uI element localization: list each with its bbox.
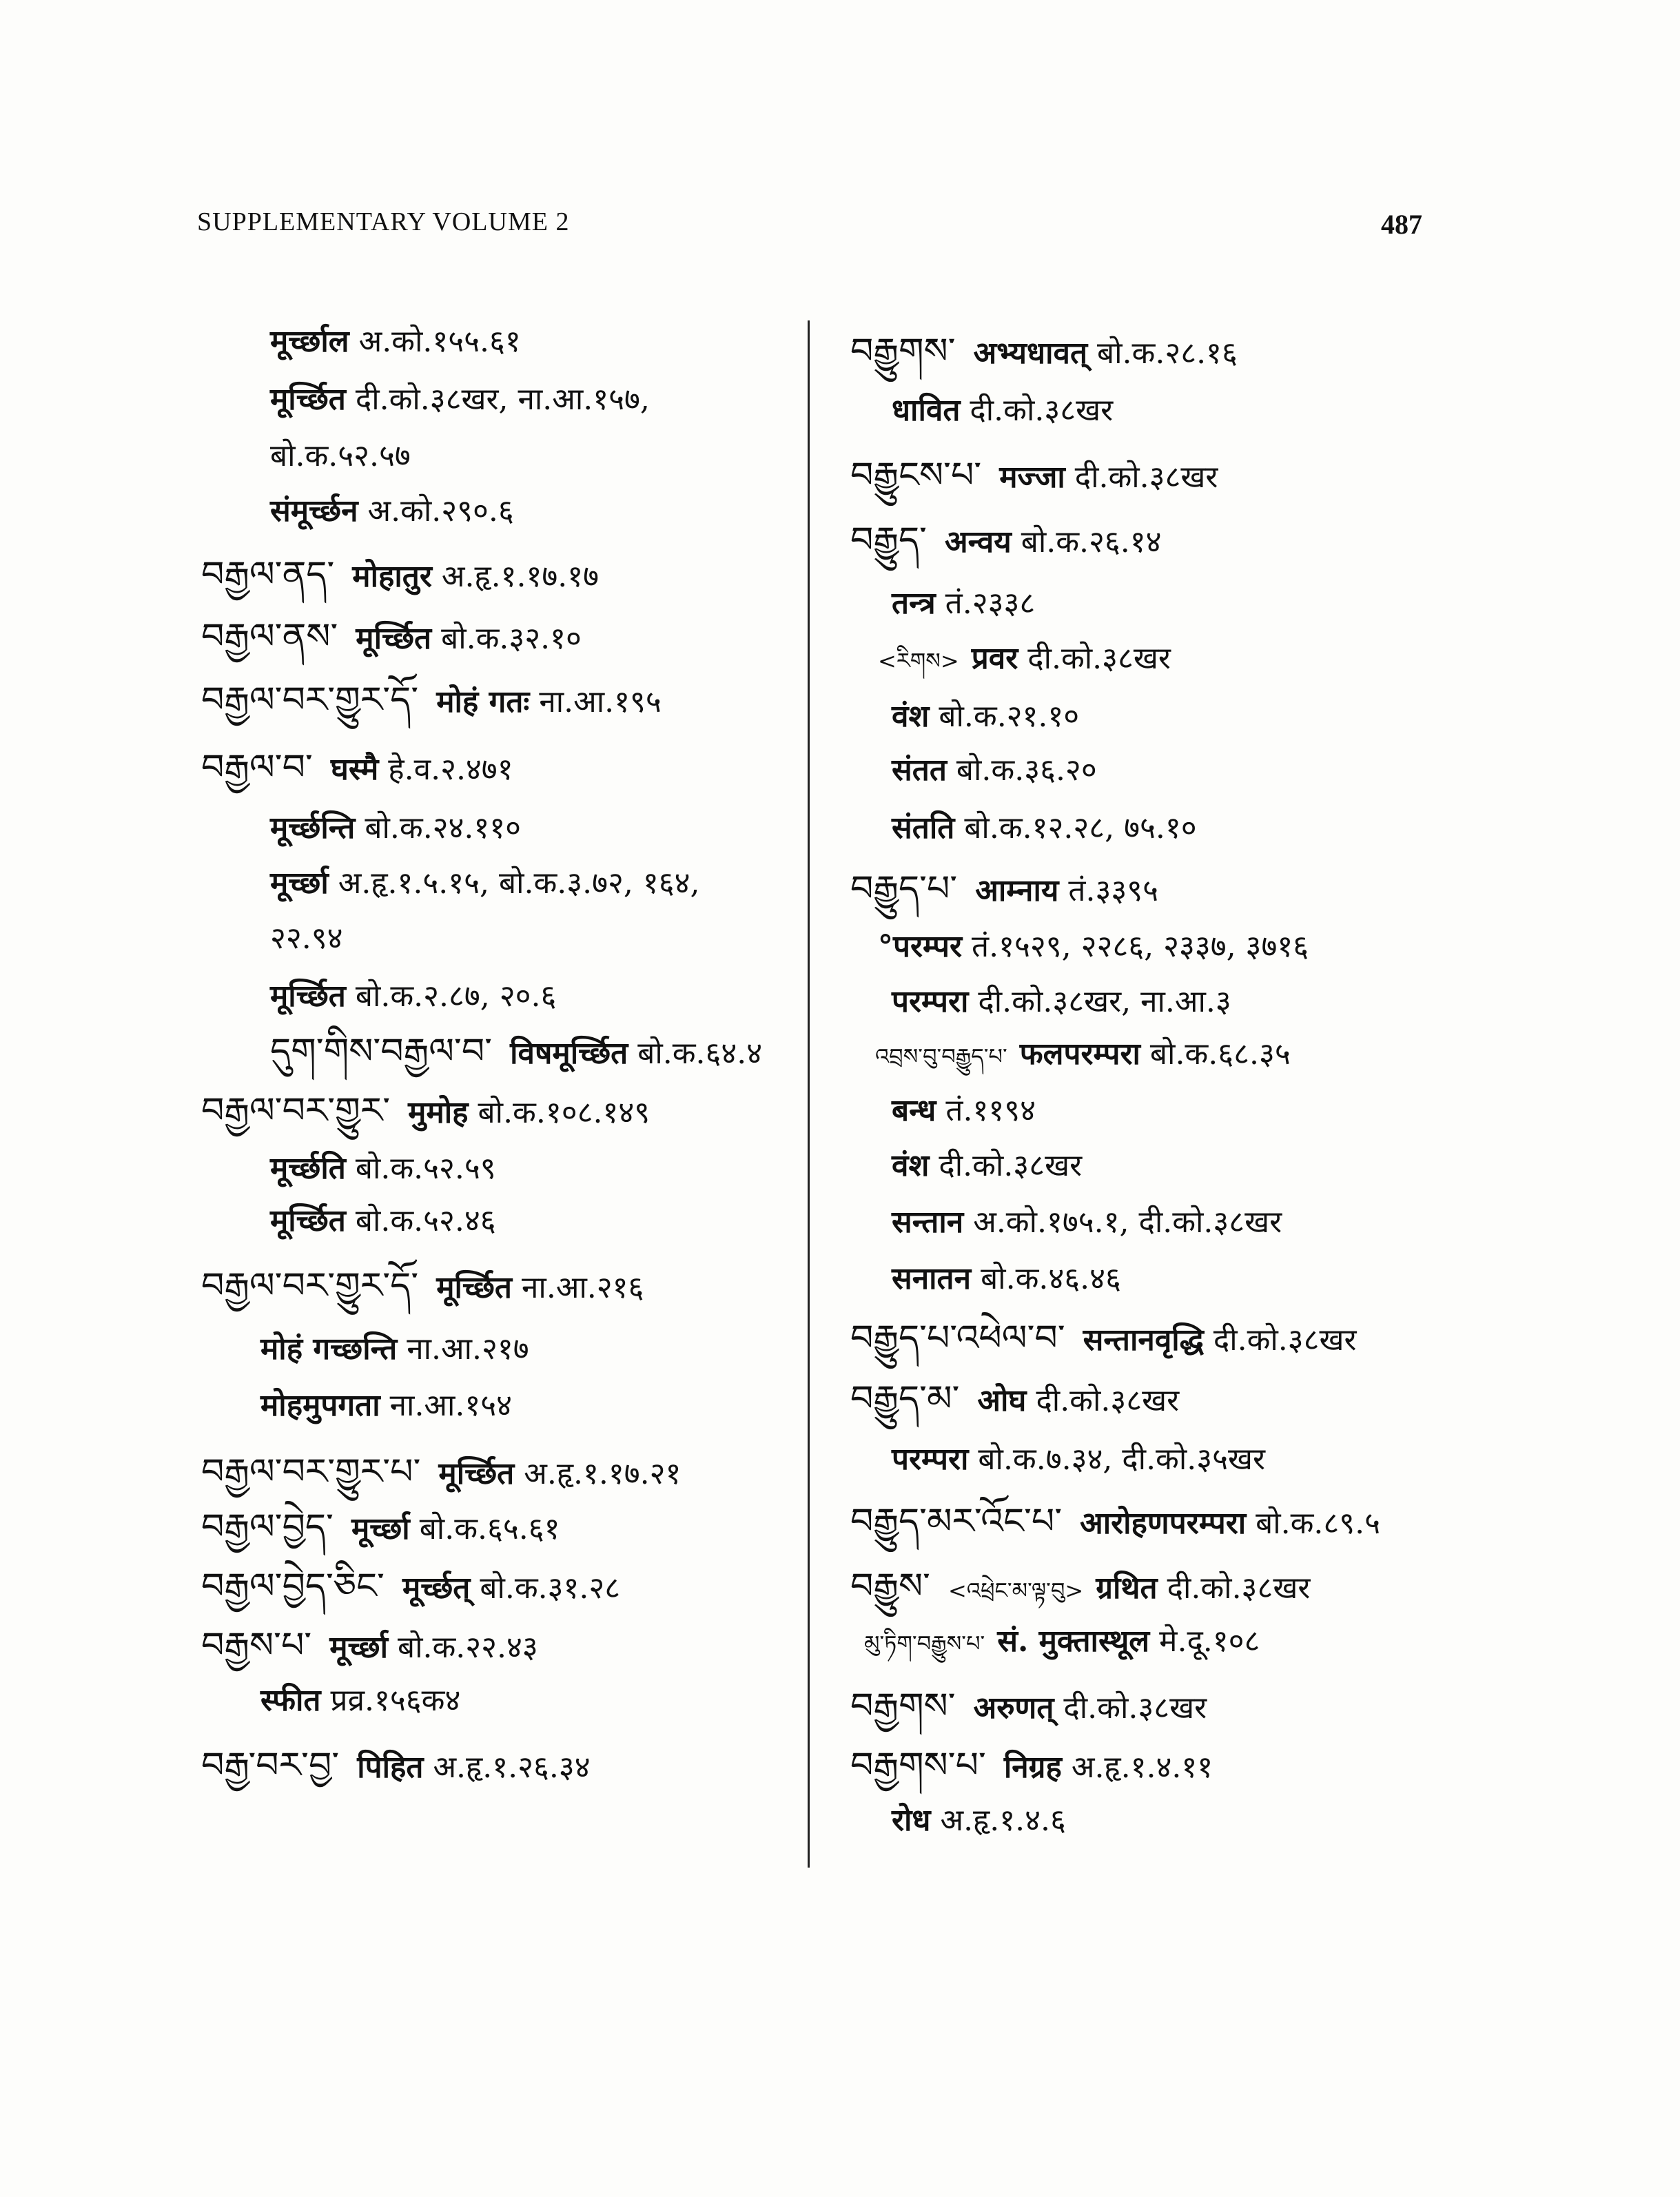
source-reference: मे.दू.१०८ (1159, 1624, 1260, 1659)
source-reference: दी.को.३८खर (939, 1148, 1083, 1183)
tibetan-headword: བརྒྱས་པ་ (201, 1625, 312, 1666)
running-header-title: SUPPLEMENTARY VOLUME 2 (197, 207, 570, 236)
sanskrit-term: अन्वय (944, 524, 1012, 560)
sanskrit-term: सनातन (892, 1261, 972, 1296)
sanskrit-term: परम्परा (892, 984, 969, 1019)
tibetan-headword: བརྒྱལ་ནས་ (201, 616, 338, 657)
sanskrit-term: मोहातुर (352, 559, 432, 594)
tibetan-headword: བརྒྱལ་བ་ (201, 747, 313, 788)
tibetan-headword: བརྒྱགས་ (850, 1686, 956, 1727)
source-reference: दी.को.३८खर (1213, 1322, 1357, 1358)
source-reference: बो.क.३६.२० (956, 753, 1097, 788)
right-entry (892, 1093, 1036, 1128)
sanskrit-term: स्फीत (260, 1683, 321, 1718)
sanskrit-term: फलपरम्परा (1019, 1036, 1140, 1072)
sanskrit-term: सं. मुक्तास्थूल (997, 1624, 1150, 1659)
right-entry (850, 1318, 1357, 1359)
source-reference: अ.को.१७५.१, दी.को.३८खर (973, 1205, 1282, 1240)
sanskrit-term: अभ्यधावत् (973, 336, 1088, 371)
right-entry (850, 1378, 1180, 1420)
right-entry (850, 1745, 1213, 1786)
tibetan-headword: བརྒྱལ་བྱེད་ (201, 1506, 334, 1548)
sanskrit-term: °परम्पर (878, 929, 963, 964)
source-reference: दी.को.३८खर (1063, 1690, 1207, 1726)
source-reference: दी.को.३८खर (1027, 641, 1171, 676)
source-reference: तं.११९४ (945, 1093, 1036, 1128)
sanskrit-term: मूर्च्छित (436, 1270, 513, 1305)
tibetan-headword: བརྒྱུད་པ་ (850, 868, 958, 910)
sanskrit-term: ग्रथित (1096, 1571, 1158, 1606)
sanskrit-term: मुमोह (408, 1095, 469, 1130)
sanskrit-term: वंश (892, 1148, 930, 1183)
source-reference: अ.को.२९०.६ (367, 493, 514, 529)
source-reference: बो.क.५२.५९ (355, 1151, 496, 1186)
sanskrit-term: मोहं गच्छन्ति (260, 1331, 398, 1367)
source-reference: बो.क.३२.१० (441, 621, 582, 656)
tibetan-headword: བརྒྱལ་ནད་ (201, 554, 335, 595)
sanskrit-term: ओघ (977, 1383, 1027, 1418)
source-reference: अ.को.१५५.६१ (358, 324, 521, 359)
source-reference: बो.क.६५.६१ (419, 1511, 560, 1546)
right-entry (892, 1444, 1265, 1475)
source-reference: दी.को.३८खर (970, 393, 1114, 428)
source-reference: बो.क.६४.४ (637, 1036, 763, 1071)
tibetan-headword: བརྒྱུས་ (850, 1566, 930, 1607)
right-entry (850, 1566, 1311, 1607)
right-entry (892, 699, 1080, 734)
tibetan-headword: བརྒྱུད་མར་འོང་པ་ (850, 1501, 1063, 1542)
sanskrit-term: संतत (892, 753, 947, 788)
source-reference: दी.को.३८खर, ना.आ.१५७, (355, 382, 650, 417)
sanskrit-term: सन्तान (892, 1205, 964, 1240)
source-reference: बो.क.५२.५७ (270, 438, 411, 473)
tibetan-headword: བརྒྱུགས་ (850, 331, 956, 372)
sanskrit-term: मूर्च्छित (438, 1456, 515, 1491)
sanskrit-term: परम्परा (892, 1442, 969, 1477)
tibetan-headword: བརྒྱུད་པ་འཕེལ་བ་ (850, 1318, 1065, 1359)
sanskrit-term: मोहमुपगता (260, 1388, 380, 1423)
source-reference: बो.क.७.३४, दी.को.३५खर (978, 1442, 1265, 1477)
sanskrit-term: अरुणत् (973, 1690, 1054, 1726)
tibetan-headword: བརྒྱལ་བར་གྱུར་ (201, 1090, 391, 1132)
source-reference: ना.आ.१९५ (539, 684, 662, 719)
tibetan-headword: བརྒྱགས་པ་ (850, 1745, 986, 1786)
tibetan-headword: བརྒྱུད་མ་ (850, 1378, 960, 1420)
source-reference: तं.१५२९, २२८६, २३३७, ३७१६ (972, 929, 1309, 964)
right-entry (892, 586, 1036, 621)
sanskrit-term: धावित (892, 393, 961, 428)
tibetan-headword: བརྒྱལ་བྱེད་ཅིང་ (201, 1566, 385, 1607)
right-entry (892, 1148, 1083, 1183)
source-reference: बो.क.८९.५ (1256, 1506, 1381, 1541)
sanskrit-term: तन्त्र (892, 586, 936, 621)
source-reference: बो.क.१०८.१४९ (478, 1095, 651, 1130)
source-reference: तं.३३९५ (1068, 873, 1158, 908)
source-reference: बो.क.२.८७, २०.६ (355, 979, 557, 1014)
source-reference: प्रव्र.१५६क४ (330, 1683, 461, 1718)
right-entry (875, 1036, 1291, 1072)
source-reference: ना.आ.१५४ (389, 1388, 513, 1423)
sanskrit-term: आरोहणपरम्परा (1080, 1506, 1247, 1541)
source-reference: हे.व.२.४७१ (388, 752, 513, 787)
tibetan-gloss: མུ་ཏིག་བརྒྱུས་པ་ (864, 1631, 985, 1657)
source-reference: दी.को.३८खर, ना.आ.३ (978, 984, 1231, 1019)
right-entry (850, 1686, 1207, 1727)
sanskrit-term: आम्नाय (975, 873, 1059, 908)
source-reference: बो.क.२८.१६ (1097, 336, 1238, 371)
right-entry (892, 1803, 1066, 1838)
source-reference: बो.क.२४.११० (365, 810, 522, 846)
source-reference: बो.क.२१.१० (939, 699, 1080, 734)
source-reference: अ.हृ.१.१७.१७ (441, 559, 600, 594)
source-reference: अ.हृ.१.२६.३४ (433, 1750, 591, 1785)
sanskrit-term: घस्मै (330, 752, 379, 787)
sanskrit-term: रोध (892, 1803, 931, 1838)
right-entry (850, 868, 1158, 910)
source-reference: बो.क.२२.४३ (397, 1630, 538, 1665)
sanskrit-term: वंश (892, 699, 930, 734)
tibetan-headword: དུག་གིས་བརྒྱལ་བ་ (270, 1031, 493, 1072)
tibetan-headword: བརྒྱལ་བར་གྱུར་པ་ (201, 1451, 421, 1493)
source-reference: अ.हृ.१.४.११ (1071, 1750, 1213, 1785)
source-reference: अ.हृ.१.१७.२१ (524, 1456, 682, 1491)
right-entry (850, 1501, 1381, 1542)
page-number: 487 (1381, 209, 1422, 240)
source-reference: बो.क.४६.४६ (981, 1261, 1121, 1296)
sanskrit-term: मूर्च्छन्ति (270, 810, 356, 846)
tibetan-gloss: <འཕྲེང་མ་ལྟ་བུ> (947, 1577, 1084, 1604)
right-entry (892, 984, 1231, 1019)
tibetan-gloss: <རིགས> (878, 648, 959, 674)
sanskrit-term: संतति (892, 810, 955, 846)
sanskrit-term: संमूर्च्छन (270, 493, 358, 529)
sanskrit-term: मूर्च्छति (270, 1151, 346, 1186)
tibetan-gloss: འབྲས་བུ་བརྒྱུད་པ་ (875, 1043, 1007, 1070)
tibetan-headword: བརྒྱ་བར་བྱ་ (201, 1745, 340, 1786)
source-reference: बो.क.३१.२८ (480, 1571, 621, 1606)
sanskrit-term: मूर्च्छा (329, 1630, 388, 1665)
sanskrit-term: प्रवर (971, 641, 1018, 676)
sanskrit-term: मोहं गतः (436, 684, 530, 719)
right-entry (892, 1207, 1282, 1238)
sanskrit-term: विषमूर्च्छित (510, 1036, 628, 1071)
sanskrit-term: बन्ध (892, 1093, 936, 1128)
sanskrit-term: मूर्च्छित (270, 1203, 346, 1238)
sanskrit-term: मूर्च्छत् (402, 1571, 471, 1606)
source-reference: दी.को.३८खर (1167, 1571, 1311, 1606)
source-reference: अ.हृ.१.५.१५, बो.क.३.७२, १६४, (338, 866, 700, 901)
sanskrit-term: मज्जा (999, 460, 1065, 495)
source-reference: ना.आ.२१६ (522, 1270, 644, 1305)
right-entry (892, 755, 1097, 786)
tibetan-headword: བརྒྱུད་ (850, 520, 927, 561)
sanskrit-term: मूर्च्छित (270, 382, 346, 417)
sanskrit-term: मूर्च्छा (270, 866, 329, 901)
sanskrit-term: सन्तानवृद्धि (1083, 1322, 1204, 1358)
sanskrit-term: मूर्च्छाल (270, 324, 349, 359)
source-reference: ना.आ.२१७ (407, 1331, 529, 1367)
source-reference: दी.को.३८खर (1036, 1383, 1180, 1418)
right-entry (850, 331, 1238, 372)
right-entry (878, 641, 1171, 676)
right-entry (850, 520, 1162, 561)
sanskrit-term: मूर्च्छा (351, 1511, 410, 1546)
sanskrit-term: मूर्च्छित (356, 621, 432, 656)
right-entry (892, 810, 1197, 846)
right-entry (892, 1261, 1121, 1296)
right-entry (850, 455, 1218, 496)
right-entry (892, 393, 1114, 428)
sanskrit-term: पिहित (357, 1750, 424, 1785)
tibetan-headword: བརྒྱལ་བར་གྱུར་དོ་ (201, 1265, 419, 1307)
sanskrit-term: मूर्च्छित (270, 979, 346, 1014)
right-entry (878, 929, 1309, 964)
source-reference: अ.हृ.१.४.६ (940, 1803, 1066, 1838)
source-reference: बो.क.६८.३५ (1149, 1036, 1291, 1072)
tibetan-headword: བརྒྱུངས་པ་ (850, 455, 982, 496)
source-reference: तं.२३३८ (945, 586, 1036, 621)
source-reference: २२.९४ (270, 921, 343, 956)
right-entry (864, 1626, 1260, 1657)
source-reference: बो.क.२६.१४ (1021, 524, 1162, 560)
source-reference: बो.क.५२.४६ (355, 1203, 496, 1238)
sanskrit-term: निग्रह (1003, 1750, 1062, 1785)
source-reference: दी.को.३८खर (1074, 460, 1218, 495)
source-reference: बो.क.१२.२८, ७५.१० (964, 810, 1197, 846)
tibetan-headword: བརྒྱལ་བར་གྱུར་དོ་ (201, 679, 419, 721)
